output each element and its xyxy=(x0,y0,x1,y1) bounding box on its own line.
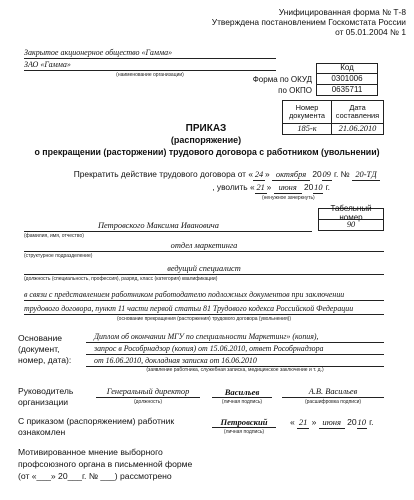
ack-day-open: « xyxy=(290,417,295,427)
ack-signature: Петровский xyxy=(212,417,276,428)
ack-year: 10 xyxy=(357,417,366,427)
ack-g: г. xyxy=(369,417,374,427)
order-subtitle: (распоряжение) xyxy=(170,135,242,145)
head-position-caption: (должность) xyxy=(133,399,163,405)
termination-line: Прекратить действие трудового договора от « 24 » октября 2009 г. № 20-ТД xyxy=(74,169,380,181)
position: ведущий специалист xyxy=(24,264,384,275)
basis-label-line-2: (документ, xyxy=(18,344,60,354)
doc-date-value: 21.06.2010 xyxy=(331,123,384,135)
contract-number: 20-ТД xyxy=(352,169,380,181)
okpo-label: по ОКПО xyxy=(278,86,312,95)
okpo-value: 0635711 xyxy=(316,84,378,96)
dismiss-year: 10 xyxy=(314,183,323,192)
employee-name-caption: (фамилия, имя, отчество) xyxy=(24,233,84,239)
order-subject: о прекращении (расторжении) трудового договора с работником (увольнении) xyxy=(34,147,380,157)
grounds-caption: (основание прекращения (расторжения) трудового договора (увольнения)) xyxy=(117,316,291,322)
unified-form-label: Унифицированная форма № Т-8 xyxy=(278,7,406,17)
department-caption: (структурное подразделение) xyxy=(24,253,93,259)
tab-number-value: 90 xyxy=(318,219,384,231)
head-label-line-1: Руководитель xyxy=(18,386,74,396)
contract-month: октября xyxy=(272,169,310,181)
approved-date-label: от 05.01.2004 № 1 xyxy=(335,27,406,37)
ack-label-line-1: С приказом (распоряжением) работник xyxy=(18,416,175,426)
union-block xyxy=(18,446,192,482)
dismiss-year-prefix: 20 xyxy=(303,182,314,192)
union-line-3: (от «___» 20___г. № ___) рассмотрено xyxy=(18,471,172,481)
head-decoded-name: А.В. Васильев xyxy=(282,387,384,398)
ack-month: июня xyxy=(319,417,345,429)
head-label xyxy=(18,386,73,408)
okud-value: 0301006 xyxy=(316,73,378,85)
union-line-2: профсоюзного органа в письменной форме xyxy=(18,459,193,469)
org-full-name: Закрытое акционерное общество «Гамма» xyxy=(24,48,276,59)
contract-year: 09 xyxy=(322,170,331,179)
head-position: Генеральный директор xyxy=(96,387,200,398)
doc-number-header: Номер документа xyxy=(282,100,332,124)
position-caption: (должность (специальность, профессия), разряд, класс (категория) квалификации) xyxy=(24,276,218,282)
contract-year-prefix: 20 xyxy=(312,169,322,179)
basis-line-3: от 16.06.2010, докладная записка от 16.06.2010 xyxy=(86,356,384,367)
ack-label-line-2: ознакомлен xyxy=(18,427,66,437)
head-signature-caption: (личная подпись) xyxy=(221,399,263,405)
doc-number-value: 185-к xyxy=(282,123,332,135)
head-signature: Васильев xyxy=(212,387,272,398)
dismiss-day: 21 xyxy=(256,183,265,192)
dismiss-line: , уволить « 21 » июня 2010 г. xyxy=(212,182,330,192)
grounds-line-1: в связи с представлением работником работодателю подложных документов при заключении xyxy=(24,290,384,301)
termination-prefix: Прекратить действие трудового договора от « xyxy=(73,169,254,179)
approved-label: Утверждена постановлением Госкомстата России xyxy=(211,17,406,27)
basis-caption: (заявление работника, служебная записка, медицинское заключение и т. д.) xyxy=(146,367,324,373)
contract-day: 24 xyxy=(254,170,264,179)
department: отдел маркетинга xyxy=(24,241,384,252)
dismiss-month: июня xyxy=(274,182,302,194)
ack-year-prefix: 20 xyxy=(347,417,357,427)
org-short-name: ЗАО «Гамма» xyxy=(24,60,276,71)
contract-number-prefix: г. № xyxy=(334,169,350,179)
grounds-line-2: трудового договора, пункт 11 части первой статьи 81 Трудового кодекса Российской Федерации xyxy=(24,304,384,315)
head-label-line-2: организации xyxy=(18,397,69,407)
dismiss-prefix: , уволить « xyxy=(212,182,255,192)
ack-day-close: » xyxy=(311,417,317,427)
basis-line-2: запрос в Рособрнадзор (копия) от 15.06.2010, ответ Рособрнадзора xyxy=(86,344,384,355)
okud-label: Форма по ОКУД xyxy=(252,75,312,84)
ack-signature-caption: (личная подпись) xyxy=(223,429,265,435)
tab-number-label: Табельный номер xyxy=(318,208,384,220)
code-header: Код xyxy=(316,63,378,74)
basis-line-1: Диплом об окончании МГУ по специальности Маркетинг» (копия), xyxy=(86,332,384,343)
org-caption: (наименование организации) xyxy=(116,72,184,78)
basis-label-line-1: Основание xyxy=(18,333,63,343)
employee-name: Петровского Максима Ивановича xyxy=(24,221,312,232)
basis-label-line-3: номер, дата): xyxy=(18,355,72,365)
form-header xyxy=(212,7,406,37)
ack-day: 21 xyxy=(298,417,308,427)
basis-label xyxy=(18,333,71,366)
ack-date xyxy=(290,417,374,429)
doc-date-header: Дата составления xyxy=(331,100,384,124)
order-title: ПРИКАЗ xyxy=(185,123,227,134)
union-line-1: Мотивированное мнение выборного xyxy=(18,447,163,457)
strike-caption: (ненужное зачеркнуть) xyxy=(262,195,315,201)
dismiss-g: г. xyxy=(325,182,330,192)
ack-label xyxy=(18,416,174,438)
head-decoded-caption: (расшифровка подписи) xyxy=(304,399,362,405)
